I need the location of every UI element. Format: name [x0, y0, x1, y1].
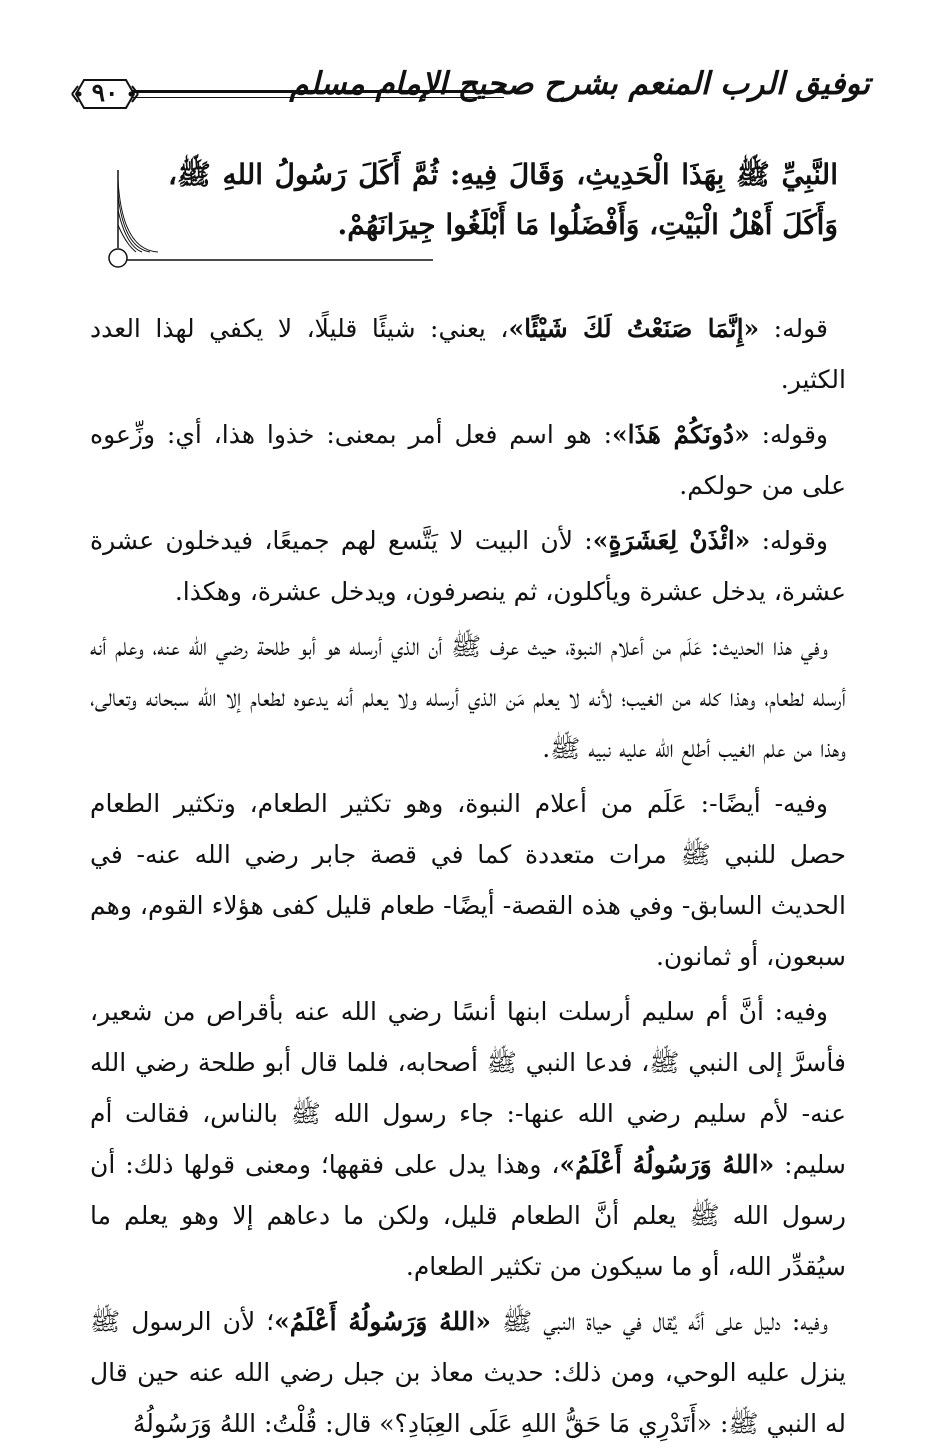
hadith-quote: «دُونَكُمْ هَذَا»	[612, 420, 750, 449]
hadith-box	[98, 140, 838, 272]
paragraph-lead: قوله:	[759, 314, 828, 343]
hadith-quote: «اللهُ وَرَسُولُهُ أَعْلَمُ»	[559, 1150, 775, 1179]
hadith-text: النَّبِيِّ ﷺ بِهَذَا الْحَدِيثِ، وَقَالَ فِيهِ: ثُمَّ أَكَلَ رَسُولُ اللهِ ﷺ، وَأَكَلَ أَهْلُ الْبَيْتِ، وَأَفْضَلُوا مَا أَبْلَغُوا جِيرَانَهُمْ.	[168, 158, 838, 241]
paragraph-text: وفي هذا الحديث: عَلَم من أعلام النبوة، حيث عرف ﷺ أن الذي أرسله هو أبو طلحة رضي الله عنه، وعلم أنه أرسله لطعام، وهذا كله من الغيب؛ لأنه لا يعلم مَن الذي أرسله ولا يعلم أنه يدعوه لطعام إلا الله سبحانه وتعالى، وهذا من علم الغيب أطلع الله عليه نبيه ﷺ.	[90, 632, 846, 763]
hadith-quote: «إِنَّمَا صَنَعْتُ لَكَ شَيْئًا»	[508, 314, 760, 343]
paragraph-text: ، وهذا يدل على فقهها؛ ومعنى قولها ذلك: أن رسول الله ﷺ يعلم أنَّ الطعام قليل، ولكن ما دعاهم إلا وهو يعلم ما سيُقدِّر الله، أو ما سيكون من تكثير الطعام.	[90, 1150, 846, 1281]
page-number-badge	[70, 72, 140, 116]
paragraph	[90, 515, 846, 617]
paragraph-lead: وفيه: أنَّ أم سليم أرسلت ابنها أنسًا رضي الله عنه بأقراص من شعير، فأسرَّ إلى النبي ﷺ، فدعا النبي ﷺ أصحابه، فلما قال أبو طلحة رضي الله عنه- لأم سليم رضي الله عنها-: جاء رسول الله ﷺ بالناس، فقالت أم سليم:	[90, 997, 846, 1179]
paragraph	[90, 621, 846, 774]
paragraph	[90, 986, 846, 1292]
paragraph-text: ؛ لأن الرسول ﷺ ينزل عليه الوحي، ومن ذلك: حديث معاذ بن جبل رضي الله عنه حين قال له النبي ﷺ: «أَتَدْرِي مَا حَقُّ اللهِ عَلَى العِبَادِ؟» قال: قُلْتُ: اللهُ وَرَسُولُهُ	[90, 1307, 846, 1438]
commentary-body	[90, 303, 846, 1453]
paragraph	[90, 303, 846, 405]
page-header	[70, 62, 870, 134]
hadith-quote: «ائْذَنْ لِعَشَرَةٍ»	[592, 526, 751, 555]
paragraph	[90, 1296, 846, 1449]
paragraph-text: : لأن البيت لا يَتَّسع لهم جميعًا، فيدخلون عشرة عشرة، يدخل عشرة ويأكلون، ثم ينصرفون، ويدخل عشرة، وهكذا.	[90, 526, 846, 606]
book-title: توفيق الرب المنعم بشرح صحيح الإمام مسلم	[289, 66, 870, 102]
paragraph	[90, 409, 846, 511]
paragraph-lead: وفيه: دليل على أنَّه يُقال في حياة النبي ﷺ	[490, 1307, 828, 1336]
paragraph-text: : هو اسم فعل أمر بمعنى: خذوا هذا، أي: وزِّعوه على من حولكم.	[90, 420, 846, 500]
paragraph	[90, 778, 846, 982]
page-number: ٩٠	[91, 78, 119, 107]
paragraph-lead: وقوله:	[749, 420, 828, 449]
paragraph-text: وفيه- أيضًا-: عَلَم من أعلام النبوة، وهو تكثير الطعام، وتكثير الطعام حصل للنبي ﷺ مرات متعددة كما في قصة جابر رضي الله عنه- في الحديث السابق- وفي هذه القصة- أيضًا- طعام قليل كفى هؤلاء القوم، وهم سبعون، أو ثمانون.	[90, 789, 846, 971]
paragraph-lead: وقوله:	[750, 526, 828, 555]
header-rule	[132, 90, 504, 100]
paragraph-text: ، يعني: شيئًا قليلًا، لا يكفي لهذا العدد الكثير.	[90, 314, 846, 394]
hadith-quote: «اللهُ وَرَسُولُهُ أَعْلَمُ»	[274, 1307, 491, 1336]
